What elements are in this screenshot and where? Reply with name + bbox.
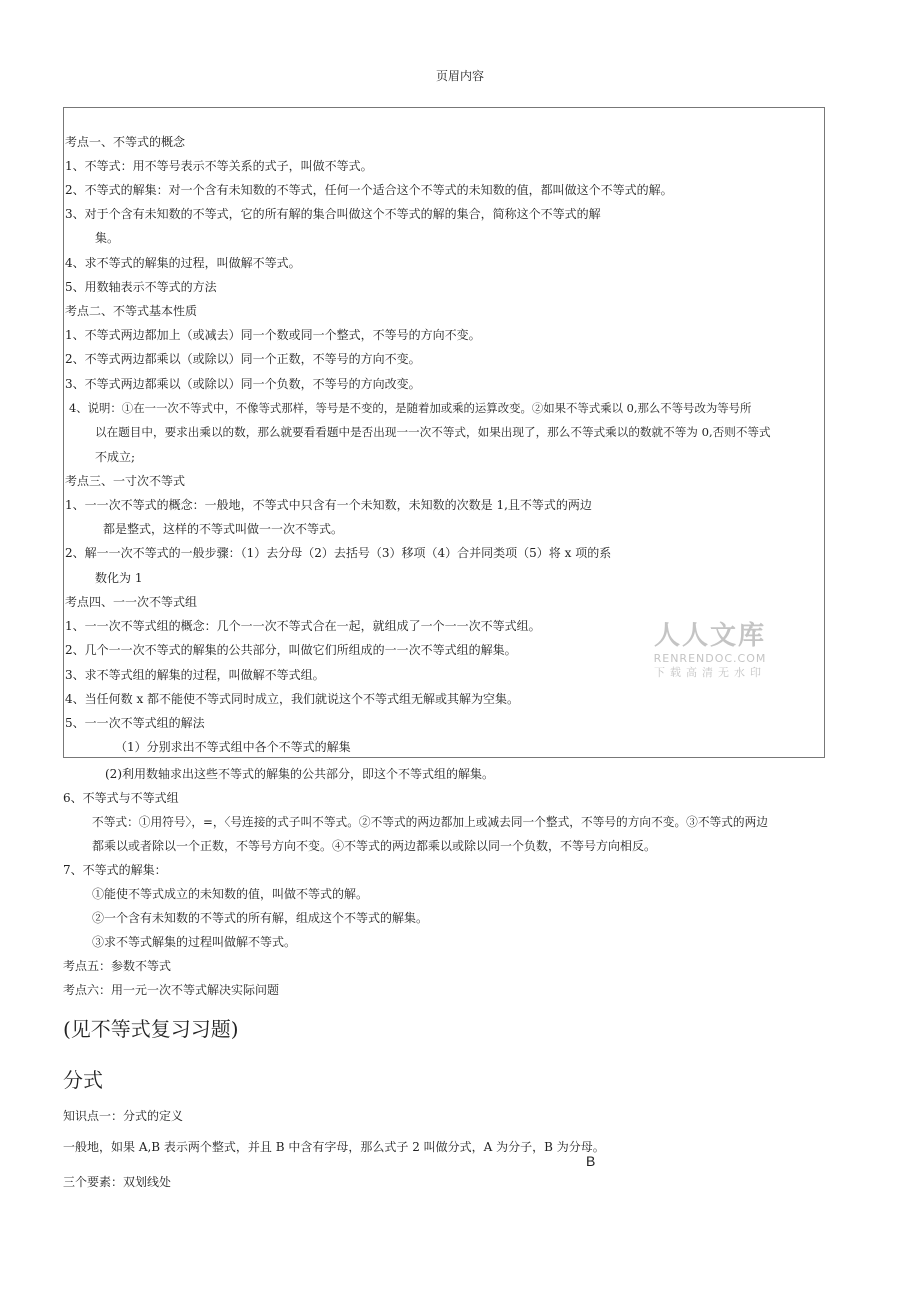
text-line: (2)利用数轴求出这些不等式的解集的公共部分，即这个不等式组的解集。 xyxy=(105,767,495,781)
watermark-title: 人人文库 xyxy=(653,621,766,651)
text-line: 考点一、不等式的概念 xyxy=(65,135,186,149)
three-elements-text: 三个要素：双划线处 xyxy=(63,1175,172,1189)
text-line: ③求不等式解集的过程叫做解不等式。 xyxy=(92,935,297,949)
text-line: 集。 xyxy=(95,231,120,245)
review-note: (见不等式复习习题) xyxy=(63,1017,239,1041)
text-line: 2、不等式的解集：对一个含有未知数的不等式，任何一个适合这个不等式的未知数的值，都叫做这个不等式的解。 xyxy=(65,183,673,197)
text-line: 3、对于个含有未知数的不等式，它的所有解的集合叫做这个不等式的解的集合，简称这个不等式的解 xyxy=(65,207,601,221)
text-line: 1、不等式两边都加上（或减去）同一个数或同一个整式，不等号的方向不变。 xyxy=(65,328,481,342)
text-line: 2、几个一一次不等式的解集的公共部分，叫做它们所组成的一一次不等式组的解集。 xyxy=(65,643,517,657)
text-line: 不成立; xyxy=(95,450,136,464)
text-line: 4、当任何数 x 都不能使不等式同时成立，我们就说这个不等式组无解或其解为空集。 xyxy=(65,692,520,706)
watermark xyxy=(640,620,780,680)
watermark-tagline: 下载高清无水印 xyxy=(654,666,766,679)
text-line: 5、一一次不等式组的解法 xyxy=(65,716,205,730)
text-line: 6、不等式与不等式组 xyxy=(63,791,179,805)
definition-text: 一般地，如果 A,B 表示两个整式，并且 B 中含有字母，那么式子 2 叫做分式，A 为分子，B 为分母。 xyxy=(63,1140,605,1154)
text-line: 以在题目中，要求出乘以的数，那么就要看看题中是否出现一一次不等式，如果出现了，那么不等式乘以的数就不等为 0,否则不等式 xyxy=(95,425,771,439)
fraction-denominator: B xyxy=(586,1153,596,1169)
text-line: 1、一一次不等式组的概念：几个一一次不等式合在一起，就组成了一个一一次不等式组。 xyxy=(65,619,541,633)
text-line: 1、不等式：用不等号表示不等关系的式子，叫做不等式。 xyxy=(65,159,373,173)
text-line: 4、求不等式的解集的过程，叫做解不等式。 xyxy=(65,256,301,270)
text-line: ②一个含有未知数的不等式的所有解，组成这个不等式的解集。 xyxy=(92,911,429,925)
text-line: 考点二、不等式基本性质 xyxy=(65,304,198,318)
text-line: 1、一一次不等式的概念：一般地，不等式中只含有一个未知数，未知数的次数是 1,且不等式的两边 xyxy=(65,498,592,512)
text-line: 都是整式，这样的不等式叫做一一次不等式。 xyxy=(103,522,344,536)
text-line: （1）分别求出不等式组中各个不等式的解集 xyxy=(115,740,351,754)
page-header: 页眉内容 xyxy=(435,69,484,83)
text-line: ①能使不等式成立的未知数的值，叫做不等式的解。 xyxy=(92,887,369,901)
text-line: 数化为 1 xyxy=(95,571,143,585)
text-line: 5、用数轴表示不等式的方法 xyxy=(65,280,217,294)
text-line: 不等式：①用符号〉，=，〈号连接的式子叫不等式。②不等式的两边都加上或减去同一个整式，不等号的方向不变。③不等式的两边 xyxy=(92,815,768,829)
text-line: 4、说明：①在一一次不等式中，不像等式那样，等号是不变的，是随着加或乘的运算改变。②如果不等式乘以 0,那么不等号改为等号所 xyxy=(69,401,752,415)
text-line: 2、解一一次不等式的一般步骤：（1）去分母（2）去括号（3）移项（4）合并同类项（5）将 x 项的系 xyxy=(65,546,612,560)
text-line: 考点四、一一次不等式组 xyxy=(65,595,198,609)
text-line: 3、不等式两边都乘以（或除以）同一个负数，不等号的方向改变。 xyxy=(65,377,421,391)
watermark-domain: RENRENDOC.COM xyxy=(653,652,767,665)
text-line: 考点六：用一元一次不等式解决实际问题 xyxy=(63,983,280,997)
text-line: 3、求不等式组的解集的过程，叫做解不等式组。 xyxy=(65,668,325,682)
text-line: 2、不等式两边都乘以（或除以）同一个正数，不等号的方向不变。 xyxy=(65,352,421,366)
text-line: 7、不等式的解集： xyxy=(63,863,167,877)
text-line: 都乘以或者除以一个正数，不等号方向不变。④不等式的两边都乘以或除以同一个负数，不等号方向相反。 xyxy=(92,839,657,853)
text-line: 考点三、一寸次不等式 xyxy=(65,474,186,488)
knowledge-point-heading: 知识点一：分式的定义 xyxy=(63,1109,184,1123)
text-line: 考点五：参数不等式 xyxy=(63,959,172,973)
section-title: 分式 xyxy=(63,1068,103,1092)
